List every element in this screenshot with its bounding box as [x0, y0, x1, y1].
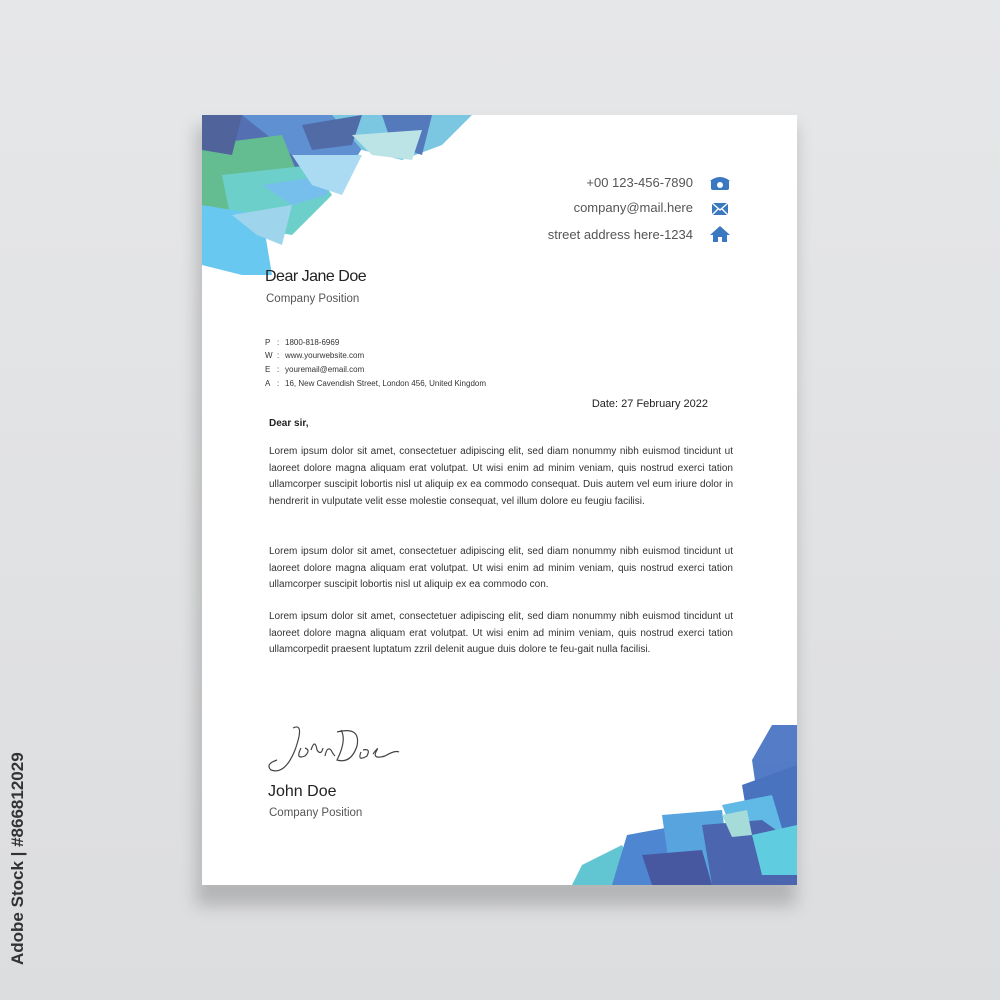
signer-name: John Doe: [268, 783, 337, 800]
header-address: street address here-1234: [547, 227, 693, 242]
detail-value: 1800-818-6969: [285, 338, 340, 347]
body-paragraph: Lorem ipsum dolor sit amet, consectetuer adipiscing elit, sed diam nonummy nibh euismod tincidunt ut laoreet dolore magna aliquam erat volutpat. Ut wisi enim ad minim veniam, quis nostrud exerci tation ullamcorper suscipit lobortis nisl ut aliquip ex ea commodo consequat. Duis autem vel eum iriure dolor in hendrerit in vulputate velit esse molestie consequat, vel illum dolore eu feugiu facilisi.: [269, 446, 733, 507]
recipient-position: Company Position: [266, 293, 360, 305]
mail-icon: [709, 200, 731, 218]
detail-value: www.yourwebsite.com: [285, 351, 365, 360]
bottom-right-decoration: [572, 725, 797, 885]
letterhead-page: [202, 115, 797, 885]
salutation: Dear sir,: [269, 418, 309, 429]
detail-value: 16, New Cavendish Street, London 456, United Kingdom: [285, 379, 487, 388]
detail-key: A: [265, 379, 271, 388]
detail-key: E: [265, 365, 271, 374]
header-email: company@mail.here: [573, 200, 693, 215]
detail-key: W: [265, 351, 273, 360]
detail-value: youremail@email.com: [285, 365, 365, 374]
home-icon: [709, 225, 731, 243]
top-left-decoration: [202, 115, 502, 285]
handwritten-signature: [265, 720, 405, 780]
letter-date: Date: 27 February 2022: [591, 398, 708, 410]
detail-row: W : www.yourwebsite.com: [265, 351, 365, 360]
stock-id-label: Adobe Stock | #866812029: [8, 752, 27, 965]
detail-row: P : 1800-818-6969: [265, 338, 340, 347]
phone-icon: [709, 174, 731, 192]
detail-key: P: [265, 338, 271, 347]
header-phone: +00 123-456-7890: [586, 175, 693, 190]
detail-row: A : 16, New Cavendish Street, London 456, United Kingdom: [265, 379, 487, 388]
recipient-name: Dear Jane Doe: [265, 268, 367, 285]
body-paragraph: Lorem ipsum dolor sit amet, consectetuer adipiscing elit, sed diam nonummy nibh euismod tincidunt ut laoreet dolore magna aliquam erat volutpat. Ut wisi enim ad minim veniam, quis nostrud exerci tation ullamcorpedit praesent luptatum zzril delenit augue duis dolore te feu-gait nulla facilisi.: [269, 611, 733, 655]
body-paragraph: Lorem ipsum dolor sit amet, consectetuer adipiscing elit, sed diam nonummy nibh euismod tincidunt ut laoreet dolore magna aliquam erat volutpat. Ut wisi enim ad minim veniam, quis nostrud exerci tation ullamcorper suscipit lobortis nisl ut aliquip ex ea commodo con.: [269, 546, 733, 590]
signer-position: Company Position: [269, 807, 363, 819]
detail-row: E : youremail@email.com: [265, 365, 365, 374]
